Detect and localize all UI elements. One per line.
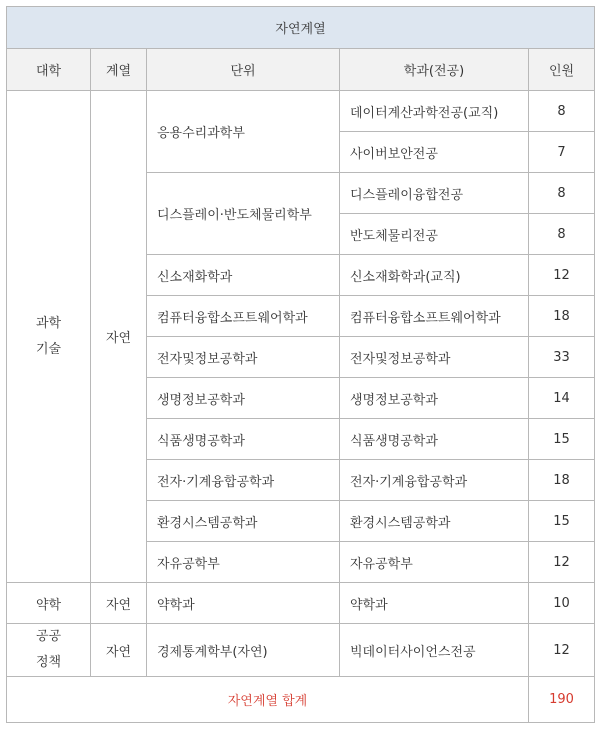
college-cell: 과학 기술 (7, 91, 91, 583)
unit-cell: 신소재화학과 (147, 255, 340, 296)
count-cell: 12 (529, 255, 595, 296)
count-cell: 8 (529, 91, 595, 132)
count-cell: 14 (529, 378, 595, 419)
header-field: 계열 (91, 49, 147, 91)
table-title: 자연계열 (7, 7, 595, 49)
total-count: 190 (529, 677, 595, 723)
major-cell: 전자및정보공학과 (340, 337, 529, 378)
admission-table (6, 6, 595, 723)
table-header-row (7, 49, 595, 91)
count-cell: 33 (529, 337, 595, 378)
count-cell: 10 (529, 583, 595, 624)
count-cell: 12 (529, 542, 595, 583)
major-cell: 데이터계산과학전공(교직) (340, 91, 529, 132)
major-cell: 생명정보공학과 (340, 378, 529, 419)
count-cell: 8 (529, 173, 595, 214)
unit-cell: 전자및정보공학과 (147, 337, 340, 378)
table-row (7, 624, 595, 677)
count-cell: 12 (529, 624, 595, 677)
unit-cell: 디스플레이·반도체물리학부 (147, 173, 340, 255)
header-unit: 단위 (147, 49, 340, 91)
count-cell: 7 (529, 132, 595, 173)
field-cell: 자연 (91, 583, 147, 624)
unit-cell: 식품생명공학과 (147, 419, 340, 460)
major-cell: 약학과 (340, 583, 529, 624)
table-title-row (7, 7, 595, 49)
count-cell: 15 (529, 501, 595, 542)
major-cell: 환경시스템공학과 (340, 501, 529, 542)
table-body (7, 91, 595, 677)
header-count: 인원 (529, 49, 595, 91)
total-row (7, 677, 595, 723)
major-cell: 식품생명공학과 (340, 419, 529, 460)
major-cell: 반도체물리전공 (340, 214, 529, 255)
unit-cell: 전자·기계융합공학과 (147, 460, 340, 501)
unit-cell: 컴퓨터융합소프트웨어학과 (147, 296, 340, 337)
major-cell: 컴퓨터융합소프트웨어학과 (340, 296, 529, 337)
unit-cell: 환경시스템공학과 (147, 501, 340, 542)
table-row (7, 583, 595, 624)
count-cell: 18 (529, 296, 595, 337)
table-row (7, 91, 595, 132)
count-cell: 18 (529, 460, 595, 501)
major-cell: 신소재화학과(교직) (340, 255, 529, 296)
header-college: 대학 (7, 49, 91, 91)
major-cell: 디스플레이융합전공 (340, 173, 529, 214)
unit-cell: 약학과 (147, 583, 340, 624)
total-label: 자연계열 합계 (7, 677, 529, 723)
unit-cell: 응용수리과학부 (147, 91, 340, 173)
major-cell: 자유공학부 (340, 542, 529, 583)
unit-cell: 경제통계학부(자연) (147, 624, 340, 677)
college-cell: 공공 정책 (7, 624, 91, 677)
unit-cell: 자유공학부 (147, 542, 340, 583)
major-cell: 전자·기계융합공학과 (340, 460, 529, 501)
major-cell: 사이버보안전공 (340, 132, 529, 173)
major-cell: 빅데이터사이언스전공 (340, 624, 529, 677)
count-cell: 8 (529, 214, 595, 255)
header-major: 학과(전공) (340, 49, 529, 91)
unit-cell: 생명정보공학과 (147, 378, 340, 419)
count-cell: 15 (529, 419, 595, 460)
field-cell: 자연 (91, 91, 147, 583)
field-cell: 자연 (91, 624, 147, 677)
college-cell: 약학 (7, 583, 91, 624)
